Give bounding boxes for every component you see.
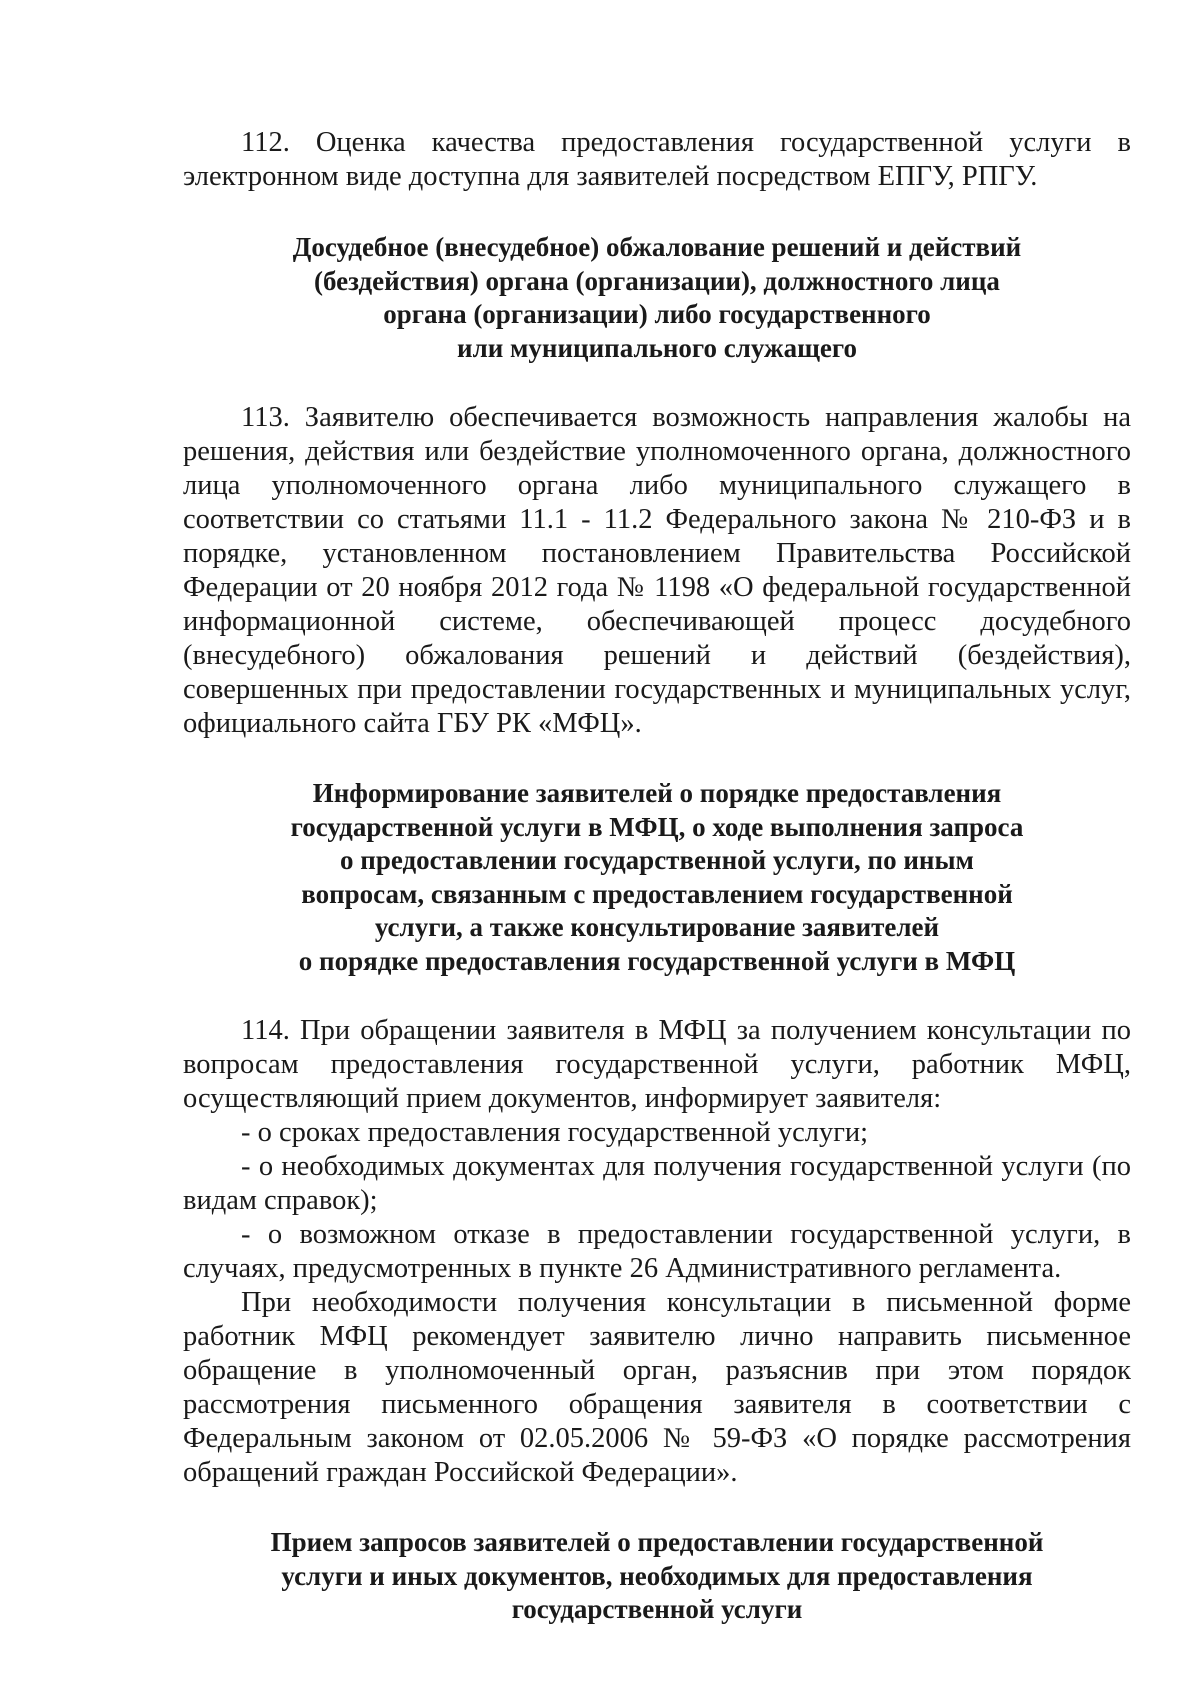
document-page — [183, 126, 1131, 1627]
paragraph-114: 114. При обращении заявителя в МФЦ за получением консультации по вопросам предоставления государственной услуги, работник МФЦ, осуществляющий прием документов, информирует заявителя: — [183, 1015, 1131, 1114]
heading-line: Прием запросов заявителей о предоставлении государственной — [270, 1527, 1044, 1557]
heading-line: о порядке предоставления государственной услуги в МФЦ — [298, 945, 1016, 976]
list-item: - о сроках предоставления государственной услуги; — [241, 1117, 869, 1148]
list-item: - о необходимых документах для получения государственной услуги (по видам справок); — [183, 1151, 1131, 1216]
heading-line: Досудебное (внесудебное) обжалование решений и действий — [292, 232, 1022, 262]
heading-request-reception — [183, 1526, 1131, 1627]
heading-line: государственной услуги — [511, 1594, 803, 1624]
list-item: - о возможном отказе в предоставлении государственной услуги, в случаях, предусмотренных в пункте 26 Административного регламента. — [183, 1219, 1131, 1284]
paragraph-113: 113. Заявителю обеспечивается возможность направления жалобы на решения, действия или бездействие уполномоченного органа, должностного лица уполномоченного органа либо муниципального служащего в соответствии со статьями 11.1 - 11.2 Федерального закона № 210-ФЗ и в порядке, установленном постановлением Правительства Российской Федерации от 20 ноября 2012 года № 1198 «О федеральной государственной информационной системе, обеспечивающей процесс досудебного (внесудебного) обжалования решений и действий (бездействия), совершенных при предоставлении государственных и муниципальных услуг, официального сайта ГБУ РК «МФЦ». — [183, 402, 1131, 739]
paragraph-114-extra: При необходимости получения консультации в письменной форме работник МФЦ рекомендует заявителю лично направить письменное обращение в уполномоченный орган, разъяснив при этом порядок рассмотрения письменного обращения заявителя в соответствии с Федеральным законом от 02.05.2006 № 59-ФЗ «О порядке рассмотрения обращений граждан Российской Федерации». — [183, 1287, 1131, 1488]
heading-line: государственной услуги в МФЦ, о ходе выполнения запроса — [290, 811, 1024, 842]
heading-line: или муниципального служащего — [457, 332, 857, 363]
paragraph-112: 112. Оценка качества предоставления государственной услуги в электронном виде доступна для заявителей посредством ЕПГУ, РПГУ. — [183, 127, 1131, 192]
heading-line: о предоставлении государственной услуги, по иным — [340, 845, 974, 875]
heading-line: Информирование заявителей о порядке предоставления — [312, 778, 1002, 808]
heading-line: (бездействия) органа (организации), должностного лица — [314, 265, 1000, 296]
heading-line: услуги, а также консультирование заявителей — [374, 912, 940, 942]
heading-pretrial-appeal — [183, 231, 1131, 365]
heading-line: вопросам, связанным с предоставлением государственной — [301, 878, 1013, 909]
heading-informing-applicants — [183, 777, 1131, 978]
heading-line: услуги и иных документов, необходимых для предоставления — [281, 1560, 1033, 1591]
heading-line: органа (организации) либо государственного — [383, 299, 931, 329]
